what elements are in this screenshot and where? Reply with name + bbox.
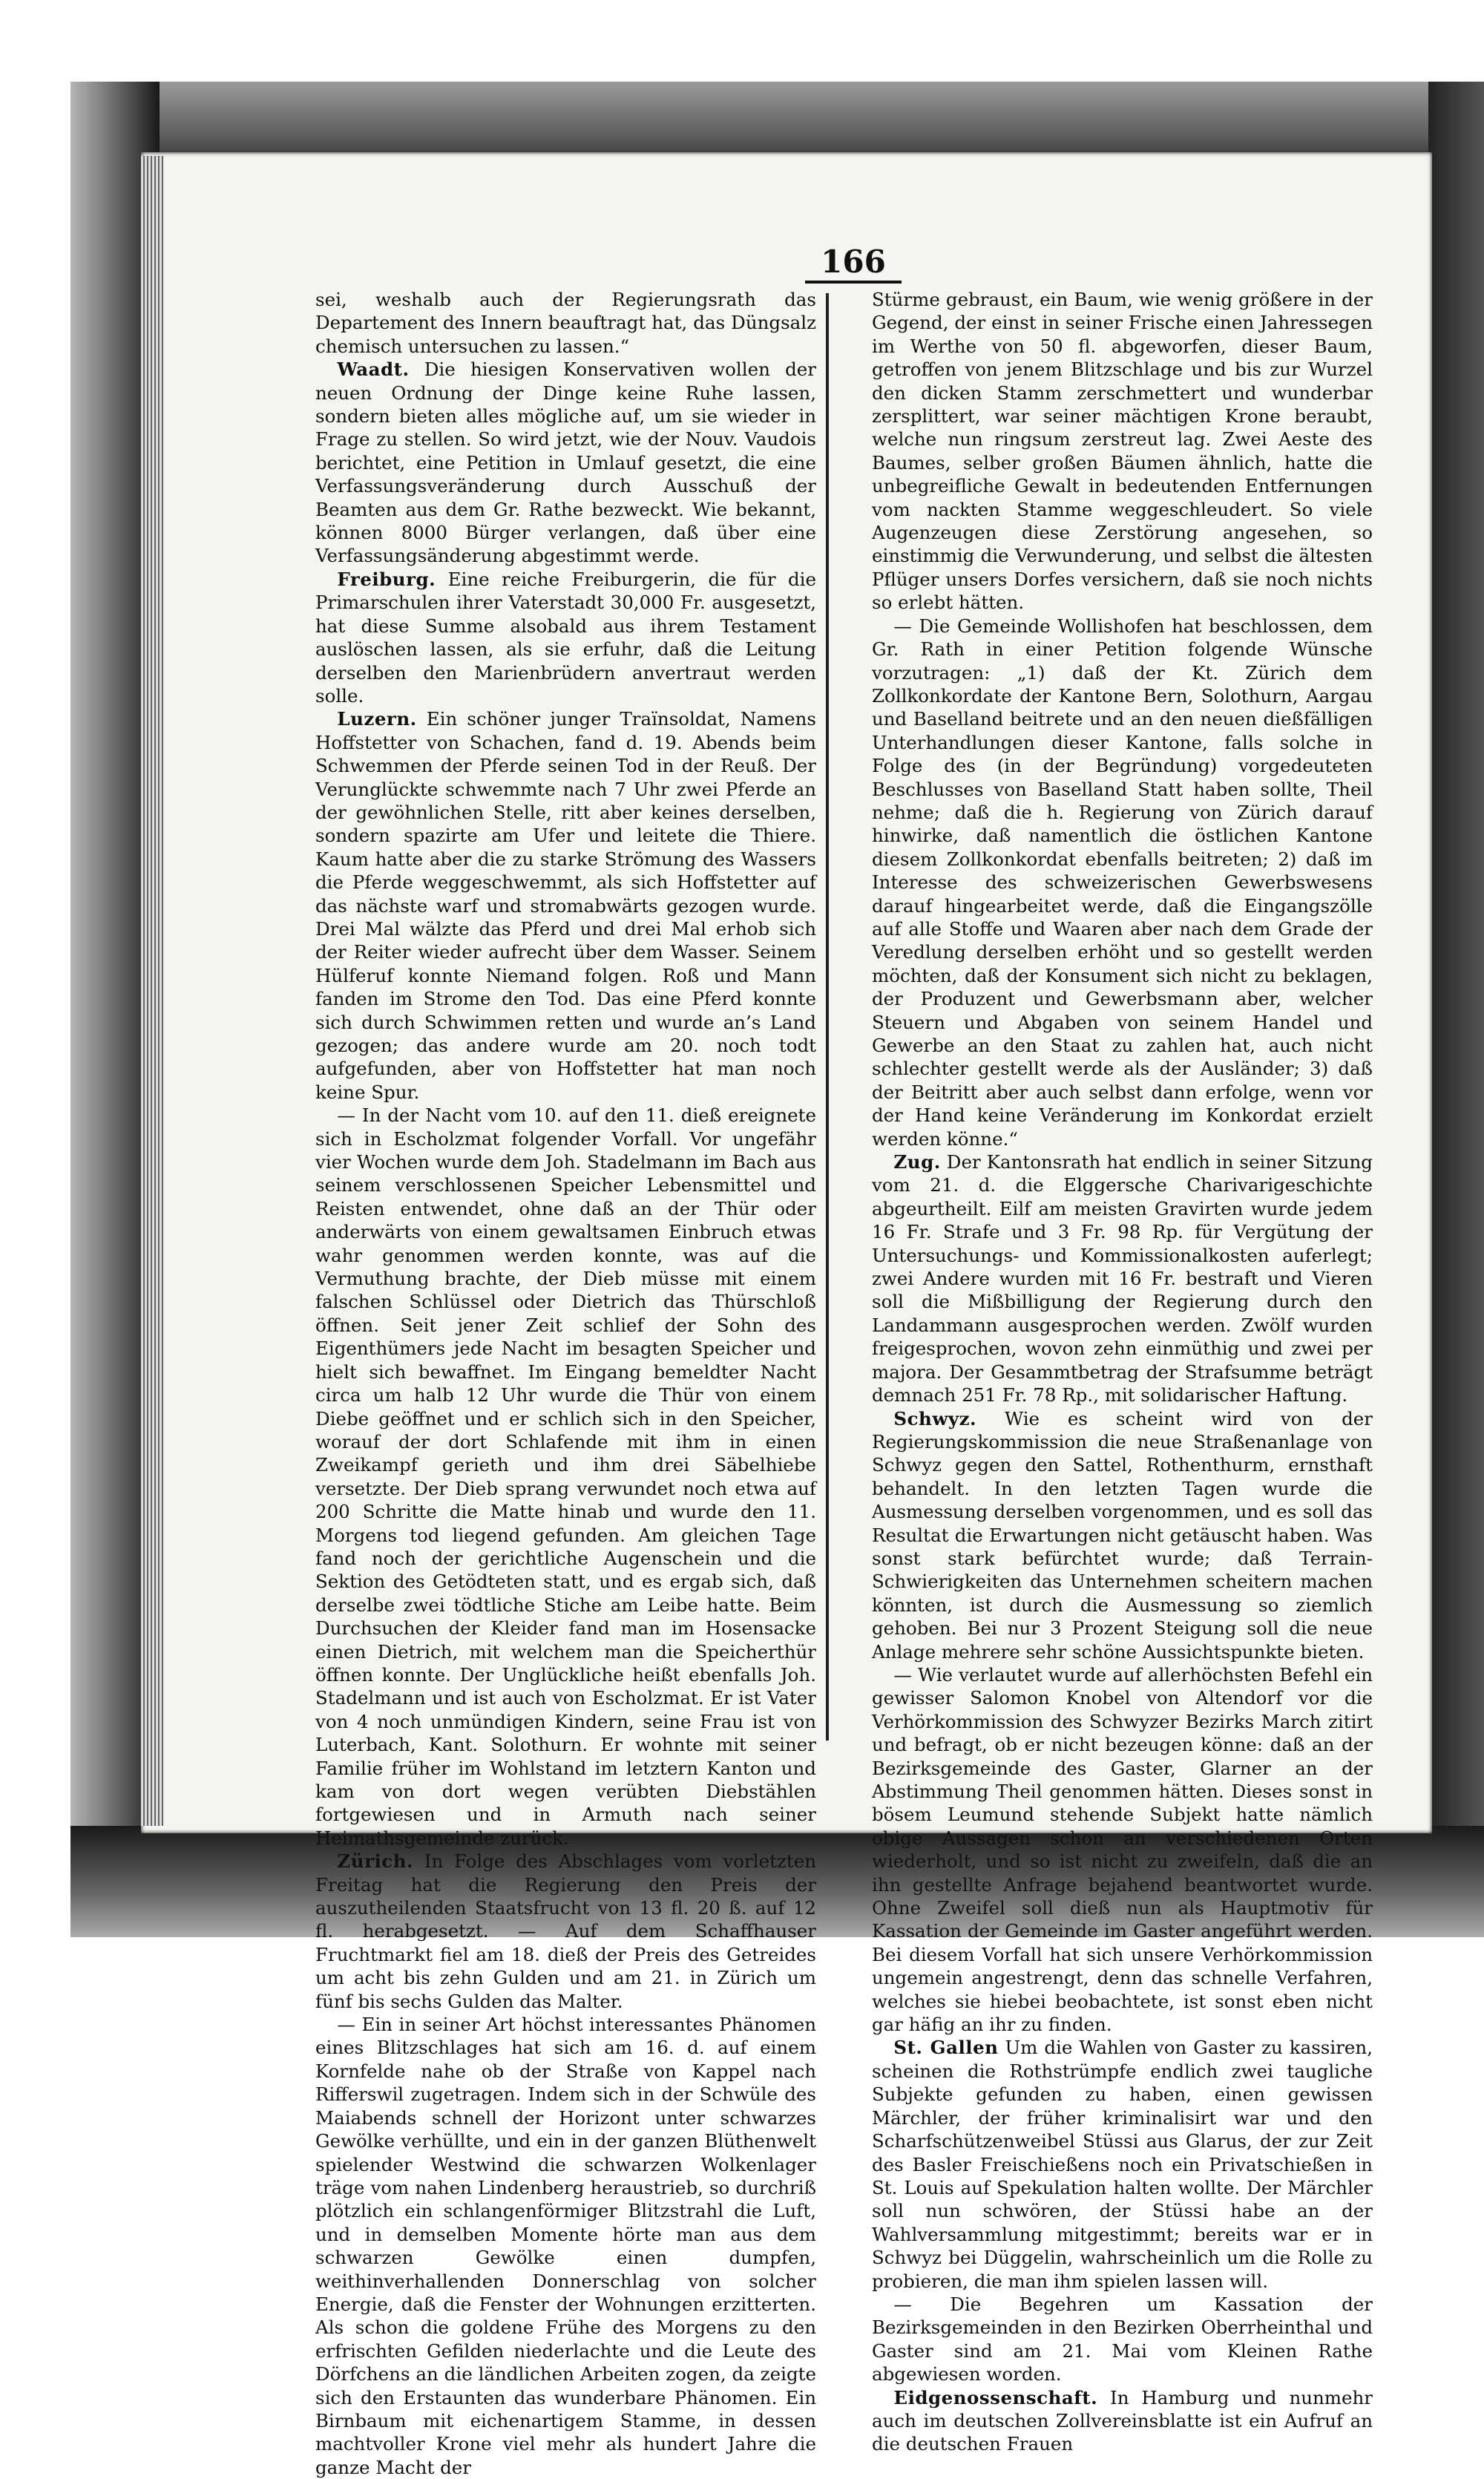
page-stack-edge: [141, 156, 163, 1826]
article-paragraph: [872, 2036, 1373, 2292]
article-paragraph: [315, 2013, 816, 2479]
article-paragraph: [872, 1663, 1373, 2037]
article-text: — Ein in seiner Art höchst interessantes Phänomen eines Blitzschlages hat sich am 16. d. auf einem Kornfelde nahe ob der Straße von Kappel nach Rifferswil zugetragen. Indem sich in der Schwüle des Maiabends schnell der Horizont unter schwarzes Gewölke verhüllte, und ein in der ganzen Blüthenwelt spielender Westwind die schwarzen Wolkenlager träge vom nahen Lindenberg heraustrieb, so durchriß plötzlich ein schlangenförmiger Blitzstrahl die Luft, und in demselben Momente hörte man aus dem schwarzen Gewölke einen dumpfen, weithinverhallenden Donnerschlag von solcher Energie, daß die Fenster der Wohnungen erzitterten. Als schon die goldene Frühe des Morgens zu den erfrischten Gefilden niederlachte und die Leute des Dörfchens an die ländlichen Arbeiten zogen, da zeigte sich den Erstaunten das wunderbare Phänomen. Ein Birnbaum mit eichenartigem Stamme, in dessen machtvoller Krone viel mehr als hundert Jahre die ganze Macht der: [315, 2014, 816, 2478]
article-paragraph: [315, 707, 816, 1104]
article-heading: Schwyz.: [893, 1407, 977, 1430]
page-number: 166: [805, 243, 902, 284]
article-heading: St. Gallen: [893, 2037, 999, 2059]
article-text: — In der Nacht vom 10. auf den 11. dieß ereignete sich in Escholzmat folgender Vorfall. Vor ungefähr vier Wochen wurde dem Joh. Stadelmann im Bach aus seinem verschlossenen Speicher Lebensmittel und Reisten entwendet, ohne daß an der Thür oder anderwärts von einem gewaltsamen Einbruch etwas wahr genommen werden konnte, was auf die Vermuthung brachte, der Dieb müsse mit einem falschen Schlüssel oder Dietrich das Thürschloß öffnen. Seit jener Zeit schlief der Sohn des Eigenthümers jede Nacht im besagten Speicher und hielt sich bewaffnet. Im Eingang bemeldter Nacht circa um halb 12 Uhr wurde die Thür von einem Diebe geöffnet und er schlich sich in den Speicher, worauf der dort Schlafende mit ihm in einen Zweikampf gerieth und ihm drei Säbelhiebe versetzte. Der Dieb sprang verwundet noch etwa auf 200 Schritte die Matte hinab und wurde den 11. Morgens tod liegend gefunden. Am gleichen Tage fand noch der gerichtliche Augenschein und die Sektion des Getödteten statt, und es ergab sich, daß derselbe zwei tödtliche Stiche am Leibe hatte. Beim Durchsuchen der Kleider fand man im Hosensacke einen Dietrich, mit welchem man die Speicherthür öffnen konnte. Der Unglückliche heißt ebenfalls Joh. Stadelmann und ist auch von Escholzmat. Er ist Vater von 4 noch unmündigen Kindern, seine Frau ist von Luterbach, Kant. Solothurn. Er wohnte mit seiner Familie früher im Wohlstand im letztern Kanton und kam von dort wegen verübten Diebstählen fortgewiesen und in Armuth nach seiner Heimathsgemeinde zurück.: [315, 1104, 816, 1849]
article-paragraph: [872, 1407, 1373, 1663]
left-column: [315, 288, 816, 2478]
article-heading: Zug.: [893, 1151, 941, 1173]
scan-right-shadow: [1428, 82, 1484, 1937]
article-text: Um die Wahlen von Gaster zu kassiren, scheinen die Rothstrümpfe endlich zwei taugliche Subjekte gefunden zu haben, einen gewissen Märchler, der früher kriminalisirt war und den Scharfschützenweibel Stüssi aus Glarus, der zur Zeit des Basler Freischießens noch ein Privatschießen in St. Louis auf Spekulation halten wollte. Der Märchler soll nun schwören, der Stüssi habe an der Wahlversammlung mitgestimmt; bereits war er in Schwyz bei Düggelin, wahrscheinlich um die Rolle zu probieren, die man ihm spielen lassen will.: [872, 2037, 1373, 2292]
article-paragraph: [872, 2293, 1373, 2386]
article-text: — Wie verlautet wurde auf allerhöchsten Befehl ein gewisser Salomon Knobel von Altendorf vor die Verhörkommission des Schwyzer Bezirks March zitirt und befragt, ob er nicht bezeugen könne: daß an der Bezirksgemeinde des Gaster, Glarner an der Abstimmung Theil genommen hätten. Dieses sonst in bösem Leumund stehende Subjekt hatte nämlich obige Aussagen schon an verschiedenen Orten wiederholt, und so ist nicht zu zweifeln, daß die an ihn gestellte Anfrage bejahend beantwortet wurde. Ohne Zweifel soll dieß nun als Hauptmotiv für Kassation der Gemeinde im Gaster angeführt werden. Bei diesem Vorfall hat sich unsere Verhörkommission ungemein angestrengt, denn das schnelle Verfahren, welches sie hiebei beobachtete, ist sonst eben nicht gar häfig an ihr zu finden.: [872, 1663, 1373, 2036]
article-paragraph: [315, 288, 816, 358]
article-text: Die hiesigen Konservativen wollen der neuen Ordnung der Dinge keine Ruhe lassen, sondern bieten alles mögliche auf, um sie wieder in Frage zu stellen. So wird jetzt, wie der Nouv. Vaudois berichtet, eine Petition in Umlauf gesetzt, die eine Verfassungsveränderung durch Ausschuß der Beamten aus dem Gr. Rathe bezweckt. Wie bekannt, können 8000 Bürger verlangen, daß über eine Verfassungsänderung abgestimmt werde.: [315, 358, 816, 567]
article-text: In Folge des Abschlages vom vorletzten Freitag hat die Regierung den Preis der auszutheilenden Staatsfrucht von 13 fl. 20 ß. auf 12 fl. herabgesetzt. — Auf dem Schaffhauser Fruchtmarkt fiel am 18. dieß der Preis des Getreides um acht bis zehn Gulden und am 21. in Zürich um fünf bis sechs Gulden das Malter.: [315, 1850, 816, 2012]
article-paragraph: [872, 615, 1373, 1150]
article-text: Stürme gebraust, ein Baum, wie wenig größere in der Gegend, der einst in seiner Frische einen Jahressegen im Werthe von 50 fl. abgeworfen, dieser Baum, getroffen von jenem Blitzschlage und bis zur Wurzel den dicken Stamm zerschmettert und wunderbar zersplittert, war seiner mächtigen Krone beraubt, welche nun ringsum zerstreut lag. Zwei Aeste des Baumes, selber großen Bäumen ähnlich, hatte die unbegreifliche Gewalt in bedeutenden Entfernungen vom nackten Stamme weggeschleudert. So viele Augenzeugen diese Zerstörung angesehen, so einstimmig die Verwunderung, und selbst die ältesten Pflüger unsers Dorfes versichern, daß sie noch nichts so erlebt hätten.: [872, 289, 1373, 614]
article-paragraph: [315, 358, 816, 568]
article-paragraph: [872, 288, 1373, 615]
article-text: Der Kantonsrath hat endlich in seiner Sitzung vom 21. d. die Elggersche Charivarigeschichte abgeurtheilt. Eilf am meisten Gravirten wurde jedem 16 Fr. Strafe und 3 Fr. 98 Rp. für Vergütung der Untersuchungs- und Kommissionalkosten auferlegt; zwei Andere wurden mit 16 Fr. bestraft und Vieren soll die Mißbilligung der Regierung durch den Landammann ausgesprochen werden. Zwölf wurden freigesprochen, wovon zehn einmüthig und zwei per majora. Der Gesammtbetrag der Strafsumme beträgt demnach 251 Fr. 78 Rp., mit solidarischer Haftung.: [872, 1151, 1373, 1406]
article-text: Ein schöner junger Traïnsoldat, Namens Hoffstetter von Schachen, fand d. 19. Abends beim Schwemmen der Pferde seinen Tod in der Reuß. Der Verunglückte schwemmte nach 7 Uhr zwei Pferde an der gewöhnlichen Stelle, ritt aber keines derselben, sondern spazirte am Ufer und leitete die Thiere. Kaum hatte aber die zu starke Strömung des Wassers die Pferde weggeschwemmt, als sich Hoffstetter auf das nächste warf und stromabwärts gezogen wurde. Drei Mal wälzte das Pferd und drei Mal erhob sich der Reiter wieder aufrecht über dem Wasser. Seinem Hülferuf konnte Niemand folgen. Roß und Mann fanden im Strome den Tod. Das eine Pferd konnte sich durch Schwimmen retten und wurde an’s Land gezogen; das andere wurde am 20. noch todt aufgefunden, aber von Hoffstetter hat man noch keine Spur.: [315, 708, 816, 1103]
article-text: — Die Gemeinde Wollishofen hat beschlossen, dem Gr. Rath in einer Petition folgende Wünsche vorzutragen: „1) daß der Kt. Zürich dem Zollkonkordate der Kantone Bern, Solothurn, Aargau und Baselland beitrete und an den neuen dießfälligen Unterhandlungen dieser Kantone, falls solche in Folge des (in der Begründung) vorgedeuteten Beschlusses von Baselland Statt haben sollte, Theil nehme; daß die h. Regierung von Zürich darauf hinwirke, daß namentlich die östlichen Kantone diesem Zollkonkordat ebenfalls beitreten; 2) daß im Interesse des schweizerischen Gewerbswesens darauf hingearbeitet werde, daß die Eingangszölle auf alle Stoffe und Waaren aber nach dem Grade der Veredlung derselben erhöht und so gestellt werden möchten, daß der Konsument sich nicht zu beklagen, der Produzent und Gewerbsmann aber, welcher Steuern und Abgaben von seinem Handel und Gewerbe an den Staat zu zahlen hat, auch nicht schlechter gestellt werde als der Ausländer; 3) daß der Beitritt aber auch selbst dann erfolge, wenn vor der Hand keine Veränderung im Konkordat erzielt werden könne.“: [872, 615, 1373, 1150]
article-paragraph: [315, 568, 816, 707]
article-text: sei, weshalb auch der Regierungsrath das Departement des Innern beauftragt hat, das Düngsalz chemisch untersuchen zu lassen.“: [315, 289, 816, 357]
article-paragraph: [872, 1150, 1373, 1406]
article-heading: Waadt.: [337, 358, 410, 381]
article-text: In Hamburg und nunmehr auch im deutschen Zollvereinsblatte ist ein Aufruf an die deutschen Frauen: [872, 2386, 1373, 2455]
article-paragraph: [872, 2386, 1373, 2456]
article-text: Eine reiche Freiburgerin, die für die Primarschulen ihrer Vaterstadt 30,000 Fr. ausgesetzt, hat diese Summe alsobald aus ihrem Testament auslöschen lassen, als sie erfuhr, daß die Leitung derselben den Marienbrüdern anvertraut werden solle.: [315, 568, 816, 707]
column-divider: [826, 293, 829, 1740]
article-heading: Freiburg.: [337, 568, 436, 590]
article-text: — Die Begehren um Kassation der Bezirksgemeinden in den Bezirken Oberrheinthal und Gaster sind am 21. Mai vom Kleinen Rathe abgewiesen worden.: [872, 2293, 1373, 2385]
article-text: Wie es scheint wird von der Regierungskommission die neue Straßenanlage von Schwyz gegen den Sattel, Rothenthurm, ernsthaft behandelt. In den letzten Tagen wurde die Ausmessung derselben vorgenommen, und es soll das Resultat die Erwartungen nicht getäuscht haben. Was sonst stark befürchtet wurde; daß Terrain-Schwierigkeiten das Unternehmen scheitern machen könnten, ist durch die Ausmessung so ziemlich gehoben. Bei nur 3 Prozent Steigung soll die neue Anlage mehrere sehr schöne Aussichtspunkte bieten.: [872, 1407, 1373, 1663]
article-paragraph: [315, 1104, 816, 1850]
right-column: [872, 288, 1373, 2455]
article-paragraph: [315, 1850, 816, 2013]
article-heading: Zürich.: [337, 1850, 414, 1873]
article-heading: Eidgenossenschaft.: [893, 2386, 1098, 2408]
article-heading: Luzern.: [337, 708, 417, 730]
